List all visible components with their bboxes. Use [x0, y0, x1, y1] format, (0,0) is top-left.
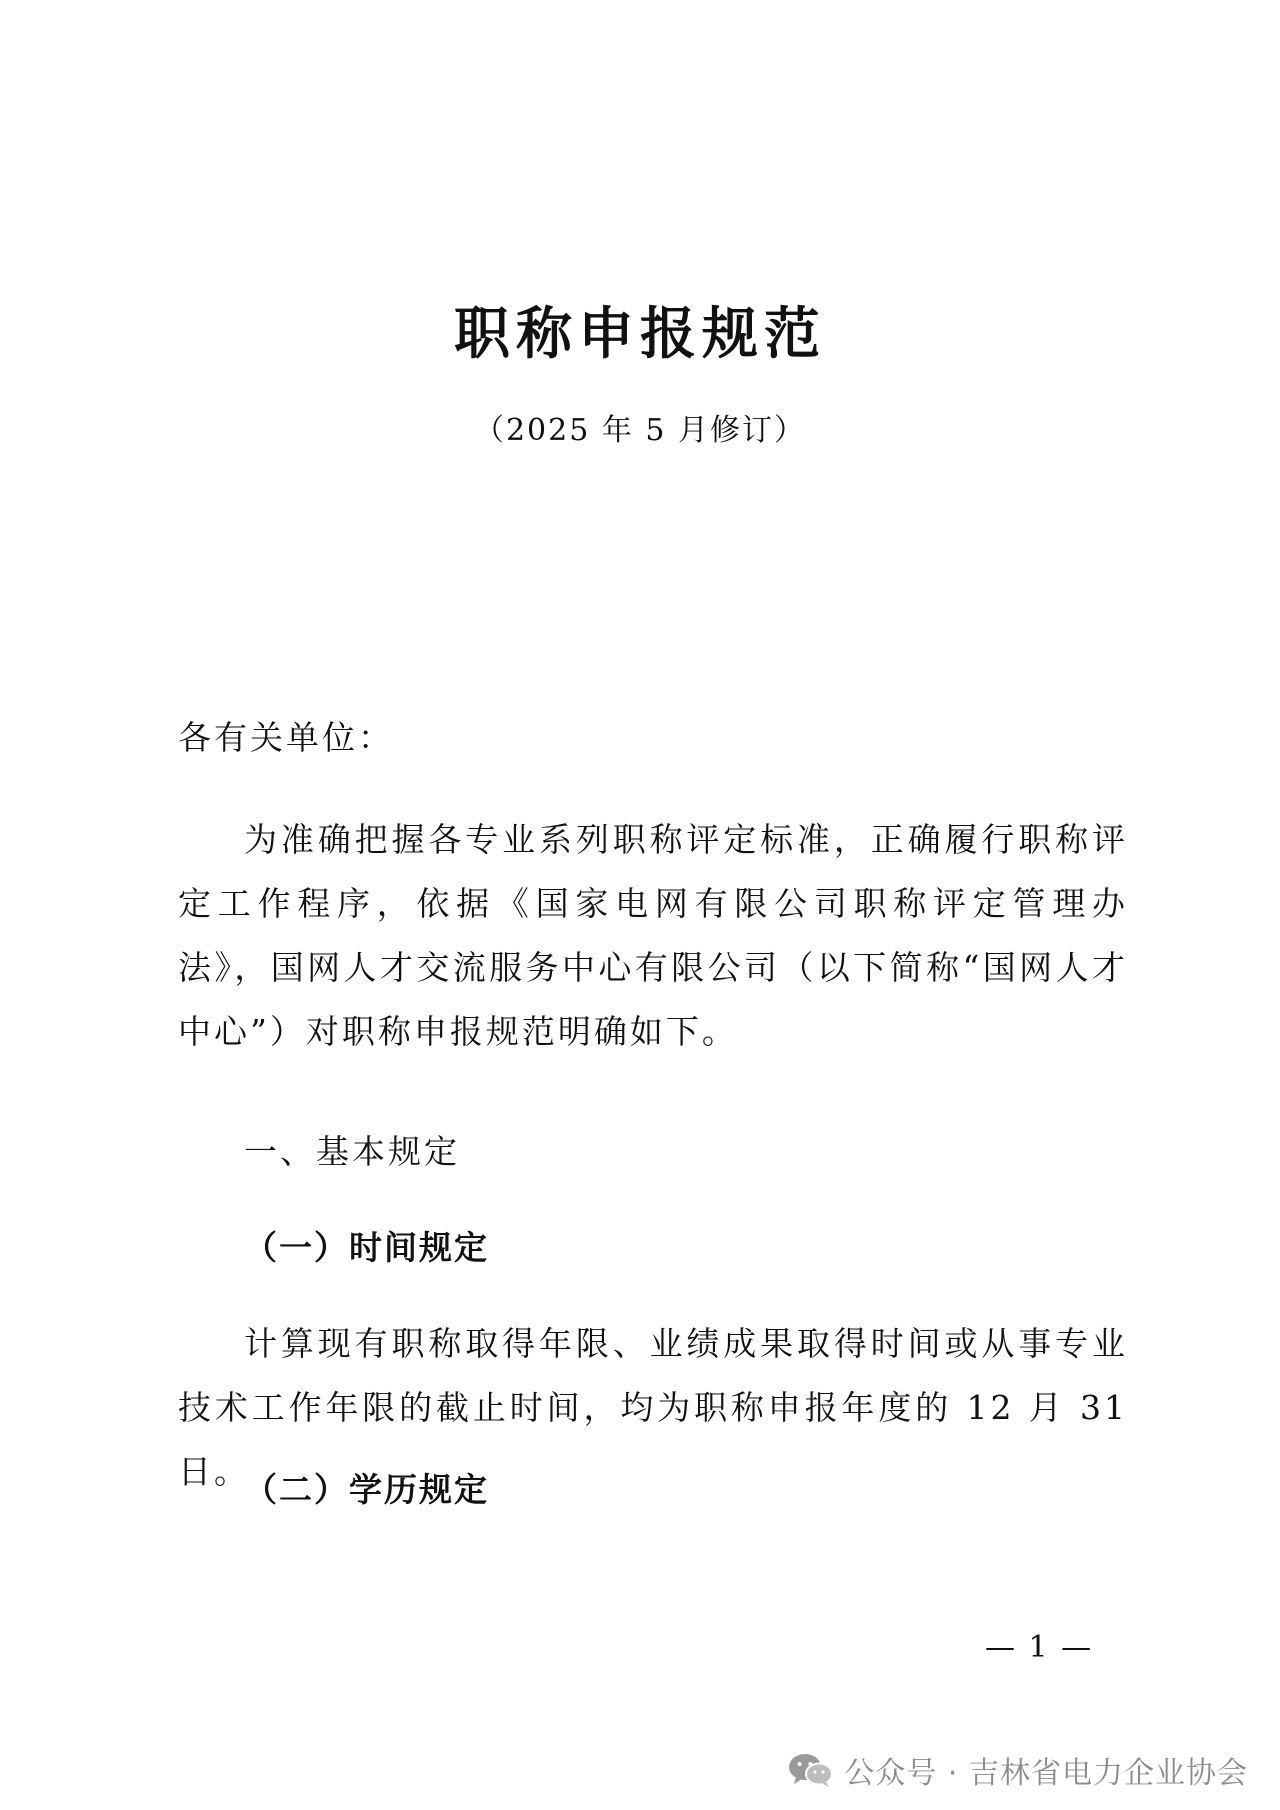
intro-paragraph: 为准确把握各专业系列职称评定标准，正确履行职称评定工作程序，依据《国家电网有限公司职称评定管理办法》，国网人才交流服务中心有限公司（以下简称“国网人才中心”）对职称申报规范明确如下。: [178, 820, 1128, 1051]
salutation: 各有关单位：: [178, 718, 394, 757]
wechat-icon: [788, 1752, 834, 1788]
watermark-text: 公众号 · 吉林省电力企业协会: [844, 1756, 1248, 1791]
page-number: — 1 —: [985, 1630, 1094, 1665]
section-heading-basic-rules: 一、基本规定: [244, 1132, 460, 1171]
watermark: [788, 1750, 1248, 1790]
subsection-heading-time: （一）时间规定: [244, 1228, 489, 1267]
subsection-heading-education: （二）学历规定: [244, 1470, 489, 1509]
time-rule-paragraph: 计算现有职称取得年限、业绩成果取得时间或从事专业技术工作年限的截止时间，均为职称申报年度的 12 月 31 日。: [178, 1324, 1128, 1491]
document-subtitle: （2025 年 5 月修订）: [473, 413, 807, 448]
document-title: 职称申报规范: [454, 301, 826, 367]
